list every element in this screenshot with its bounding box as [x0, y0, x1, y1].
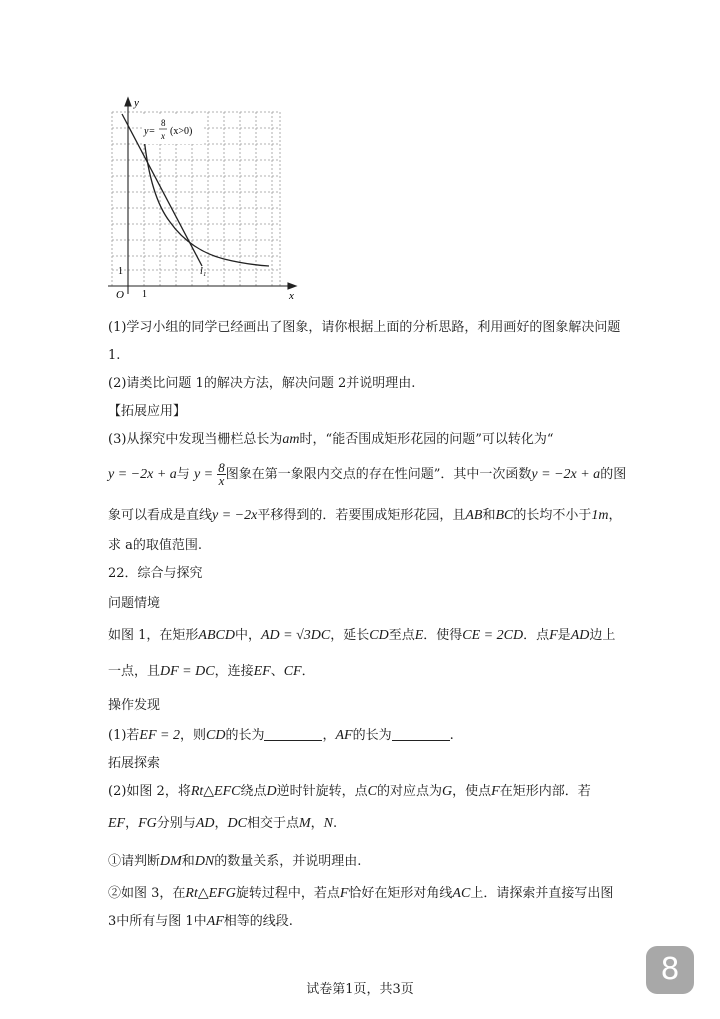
- fraction-8-over-x: $\frac{8}{x}$: [218, 460, 225, 488]
- question-4: (1)若EF = 2，则CD的长为 ，AF的长为 .: [108, 728, 454, 743]
- answer-blank-af[interactable]: [392, 727, 450, 741]
- sub-question-2-line-a: ②如图 3，在Rt△EFG旋转过程中，若点F恰好在矩形对角线AC上．请探索并直接写出图: [108, 886, 614, 901]
- y-tick-label: 1: [118, 266, 123, 277]
- function-label-num: 8: [161, 118, 166, 128]
- section-22-title: 22．综合与探究: [108, 566, 203, 581]
- explore-heading: 拓展探索: [108, 756, 161, 771]
- question-3-line-d: 求 a的取值范围.: [108, 538, 203, 553]
- sub-question-2-line-b: 3中所有与图 1中AF相等的线段.: [108, 914, 293, 929]
- problem-1-line-a: 如图 1，在矩形ABCD中，AD = √3DC，延长CD至点E．使得CE = 2CD．点F是AD边上: [108, 628, 616, 643]
- function-graph: [104, 94, 304, 304]
- question-5-line-b: EF，FG分别与AD，DC相交于点M，N.: [108, 816, 338, 831]
- line-l1-label: l₁: [200, 266, 207, 277]
- problem-1-line-b: 一点，且DF = DC，连接EF、CF．: [108, 664, 315, 679]
- operation-heading: 操作发现: [108, 698, 161, 713]
- x-axis-label: x: [289, 290, 294, 302]
- page-number-badge[interactable]: 8: [646, 946, 694, 994]
- page-footer: 试卷第1页，共3页: [306, 982, 414, 997]
- problem-scenario-heading: 问题情境: [108, 596, 161, 611]
- function-label-cond: (x>0): [170, 126, 193, 137]
- question-5-line-a: (2)如图 2，将Rt△EFC绕点D逆时针旋转，点C的对应点为G，使点F在矩形内部．若: [108, 784, 591, 799]
- function-label-y: y=: [144, 126, 156, 137]
- extension-title: 【拓展应用】: [108, 404, 187, 419]
- y-axis-label: y: [134, 97, 139, 109]
- question-2: (2)请类比问题 1的解决方法，解决问题 2并说明理由.: [108, 376, 416, 391]
- question-1-line-b: 1.: [108, 348, 121, 363]
- question-3-line-c: 象可以看成是直线y = −2x平移得到的．若要围成矩形花园，且AB和BC的长均不小于1m，: [108, 508, 622, 523]
- sub-question-1: ①请判断DM和DN的数量关系，并说明理由.: [108, 854, 362, 869]
- question-3-line-a: (3)从探究中发现当栅栏总长为am时，“能否围成矩形花园的问题”可以转化为“: [108, 432, 554, 447]
- function-label-den: x: [161, 131, 165, 141]
- answer-blank-cd[interactable]: [264, 727, 322, 741]
- origin-label: O: [116, 289, 124, 301]
- question-1-line-a: (1)学习小组的同学已经画出了图象，请你根据上面的分析思路，利用画好的图象解决问题: [108, 320, 621, 335]
- question-3-line-b: y = −2x + a与 y = $\frac{8}{x}$ 图象在第一象限内交点的存在性问题”．其中一次函数y = −2x + a的图: [108, 460, 627, 488]
- x-tick-label: 1: [142, 289, 147, 300]
- hyperbola-curve: [144, 138, 269, 266]
